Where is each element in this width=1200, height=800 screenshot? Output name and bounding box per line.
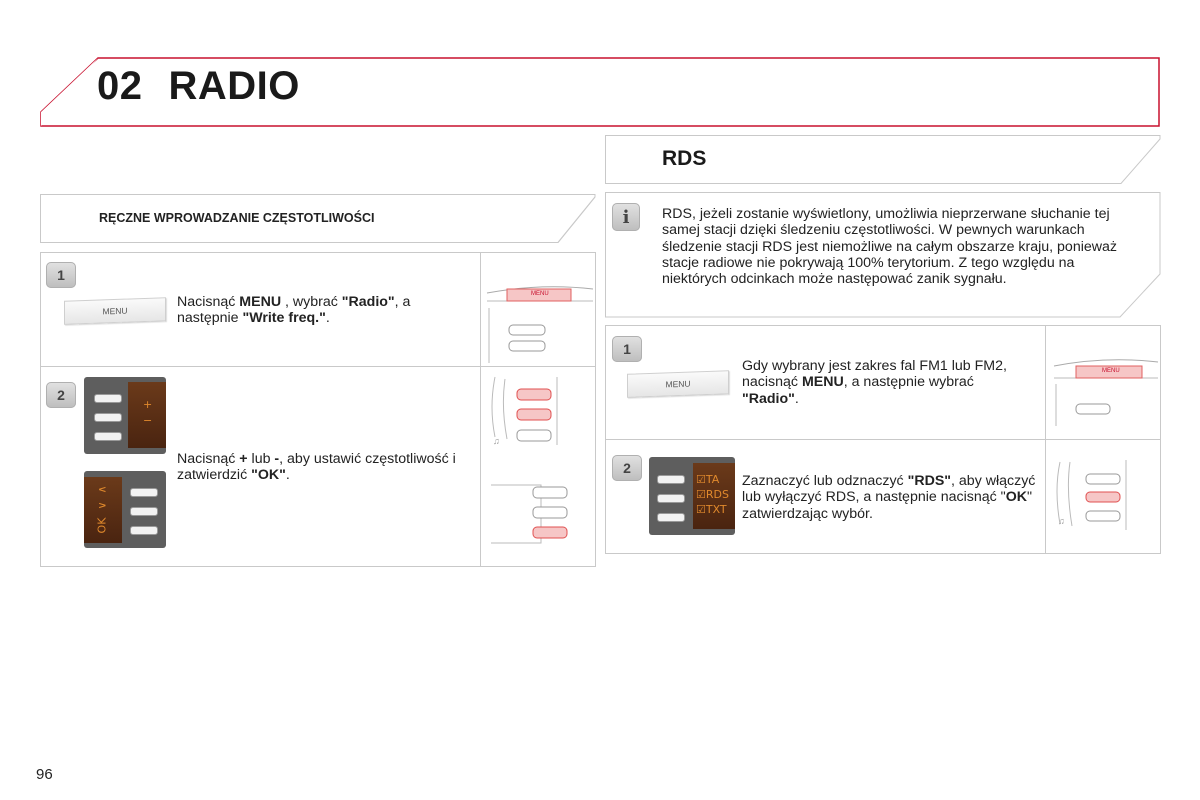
chapter-title	[97, 64, 300, 109]
step-1-badge: 1	[612, 336, 642, 362]
info-icon: i	[612, 203, 640, 231]
menu-button[interactable]: MENU	[627, 370, 729, 398]
left-step2-text: Nacisnąć + lub -, aby ustawić częstotliwość i zatwierdzić "OK".	[177, 451, 456, 484]
frequency-display	[128, 382, 166, 448]
dashboard-menu-diagram	[481, 253, 595, 366]
display-minus: −	[143, 414, 153, 427]
step-2-badge: 2	[46, 382, 76, 408]
left-section-title: RĘCZNE WPROWADZANIE CZĘSTOTLIWOŚCI	[99, 211, 375, 225]
chapter-number: 02	[97, 64, 143, 108]
key-middle[interactable]	[94, 413, 122, 422]
rds-key-2[interactable]	[657, 494, 685, 503]
diagram-menu-label-2: MENU	[1102, 368, 1120, 374]
rds-display	[693, 463, 735, 529]
menu-button[interactable]: MENU	[64, 297, 166, 325]
display-up: ∧	[95, 485, 109, 494]
step-1-badge: 1	[46, 262, 76, 288]
ok-control	[84, 471, 166, 548]
key-up[interactable]	[130, 488, 158, 497]
rds-key-1[interactable]	[657, 475, 685, 484]
key-down[interactable]	[130, 507, 158, 516]
display-txt: ☑TXT	[696, 503, 727, 516]
right-step1-diagram	[1045, 325, 1161, 440]
rds-key-3[interactable]	[657, 513, 685, 522]
svg-text:♫: ♫	[493, 436, 500, 446]
display-plus: +	[143, 398, 153, 411]
left-step1-diagram	[480, 252, 596, 367]
key-top[interactable]	[94, 394, 122, 403]
dashboard-plusminus-diagram	[481, 367, 595, 566]
rds-info-text: RDS, jeżeli zostanie wyświetlony, umożliwia nieprzerwane słuchanie tej samej stacji dzięki śledzeniu częstotliwości. W pewnych warunkach śledzenie stacji RDS jest niemożliwe na całym obszarze kraju, ponieważ stacje radiowe nie pokrywają 100% terytorium. Z tego względu na niektórych odcinkach może następować zanik sygnału.	[662, 206, 1117, 288]
rds-title: RDS	[662, 147, 707, 170]
display-rds: ☑RDS	[696, 488, 729, 501]
display-ok: OK	[95, 517, 109, 534]
step-2-badge: 2	[612, 455, 642, 481]
key-ok[interactable]	[130, 526, 158, 535]
ok-display	[84, 477, 122, 543]
right-step2-diagram	[1045, 439, 1161, 554]
chapter-name: RADIO	[168, 64, 300, 108]
right-step2-text: Zaznaczyć lub odznaczyć "RDS", aby włączyć lub wyłączyć RDS, a następnie nacisnąć "OK" zatwierdzając wybór.	[742, 473, 1036, 522]
dashboard-menu-diagram-2	[1046, 326, 1160, 439]
page-number: 96	[36, 766, 53, 783]
svg-text:♫: ♫	[1058, 516, 1065, 526]
rds-control	[649, 457, 735, 535]
key-bottom[interactable]	[94, 432, 122, 441]
dashboard-rds-diagram	[1046, 440, 1160, 553]
left-step2-diagram	[480, 366, 596, 567]
display-ta: ☑TA	[696, 473, 720, 486]
display-down: ∨	[95, 501, 109, 510]
left-step1-text: Nacisnąć MENU , wybrać "Radio", a następnie "Write freq.".	[177, 294, 411, 327]
diagram-menu-label: MENU	[531, 291, 549, 297]
right-step1-text: Gdy wybrany jest zakres fal FM1 lub FM2, nacisnąć MENU, a następnie wybrać "Radio".	[742, 358, 1007, 407]
plus-minus-control	[84, 377, 166, 454]
